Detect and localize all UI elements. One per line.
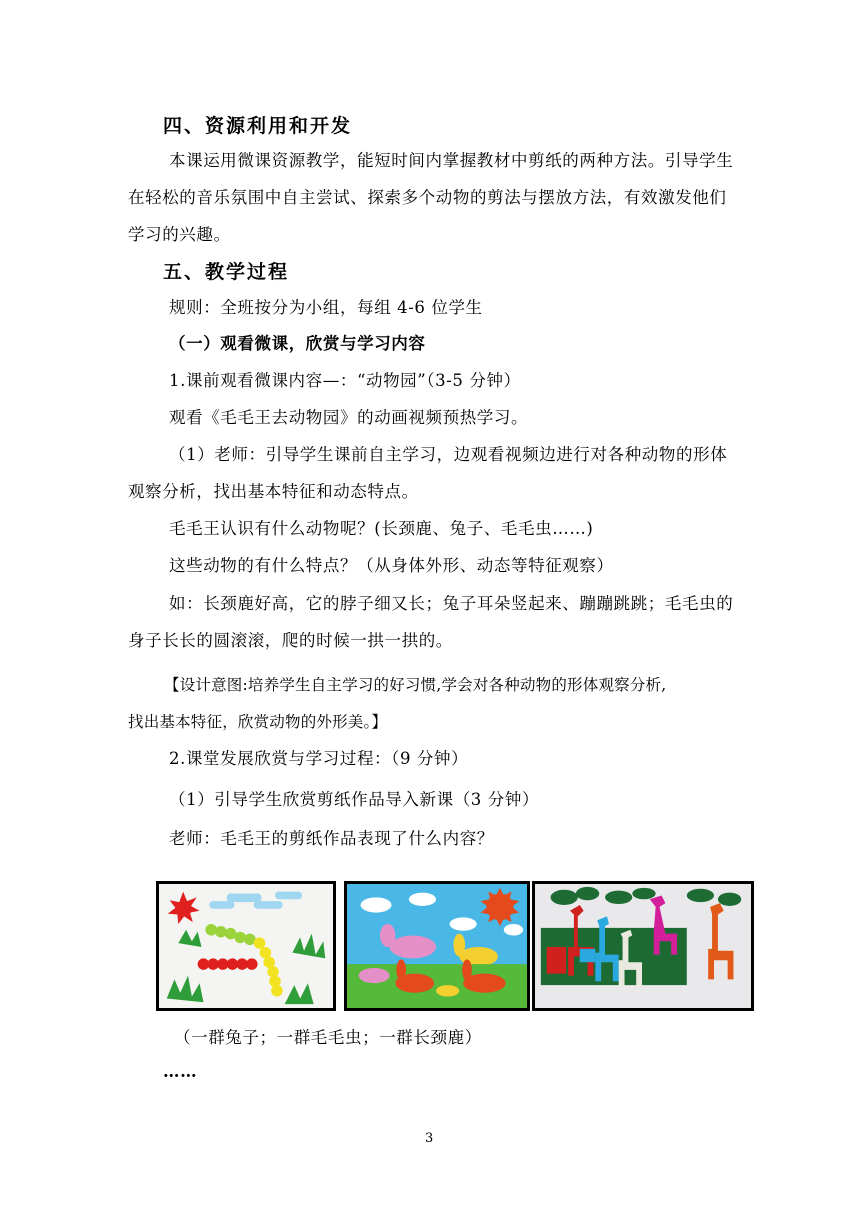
giraffe-papercut-photo: [532, 881, 754, 1011]
paragraph-line: 观察分析，找出基本特征和动态特点。: [128, 482, 419, 501]
paragraph-line: 如：长颈鹿好高，它的脖子细又长；兔子耳朵竖起来、蹦蹦跳跳；毛毛虫的: [169, 594, 734, 613]
paragraph-line: 本课运用微课资源教学，能短时间内掌握教材中剪纸的两种方法。引导学生: [169, 151, 734, 170]
paragraph-line: 身子长长的圆滚滚，爬的时候一拱一拱的。: [128, 631, 453, 650]
page-number: 3: [425, 1131, 434, 1146]
question-1: 毛毛王认识有什么动物呢？(长颈鹿、兔子、毛毛虫……): [169, 519, 594, 538]
section5-heading: 五、教学过程: [163, 261, 290, 283]
rabbit-papercut-photo: [344, 881, 530, 1011]
design-intent-line: 找出基本特征，欣赏动物的外形美。】: [128, 713, 388, 731]
item-1: 1.课前观看微课内容—：“动物园”（3-5 分钟）: [169, 371, 521, 390]
subheading-1: （一）观看微课，欣赏与学习内容: [169, 334, 426, 353]
section4-heading: 四、资源利用和开发: [163, 115, 353, 137]
step-1: （1）引导学生欣赏剪纸作品导入新课（3 分钟）: [169, 790, 540, 809]
paragraph-line: 学习的兴趣。: [128, 225, 231, 244]
caterpillar-papercut-photo: [156, 881, 336, 1011]
paragraph-line: 在轻松的音乐氛围中自主尝试、探索多个动物的剪法与摆放方法，有效激发他们: [128, 188, 727, 207]
item-2: 2.课堂发展欣赏与学习过程：（9 分钟）: [169, 749, 469, 768]
watch-text: 观看《毛毛王去动物园》的动画视频预热学习。: [169, 408, 529, 427]
question-2: 这些动物的有什么特点？（从身体外形、动态等特征观察）: [169, 556, 614, 575]
ellipsis-text: ……: [163, 1062, 198, 1081]
design-intent-line: 【设计意图:培养学生自主学习的好习惯,学会对各种动物的形体观察分析,: [164, 676, 667, 694]
teacher-question: 老师：毛毛王的剪纸作品表现了什么内容？: [169, 829, 494, 848]
answer-text: （一群兔子；一群毛毛虫；一群长颈鹿）: [174, 1028, 482, 1047]
paragraph-line: （1）老师：引导学生课前自主学习，边观看视频边进行对各种动物的形体: [169, 445, 728, 464]
rule-text: 规则：全班按分为小组，每组 4-6 位学生: [169, 298, 483, 317]
